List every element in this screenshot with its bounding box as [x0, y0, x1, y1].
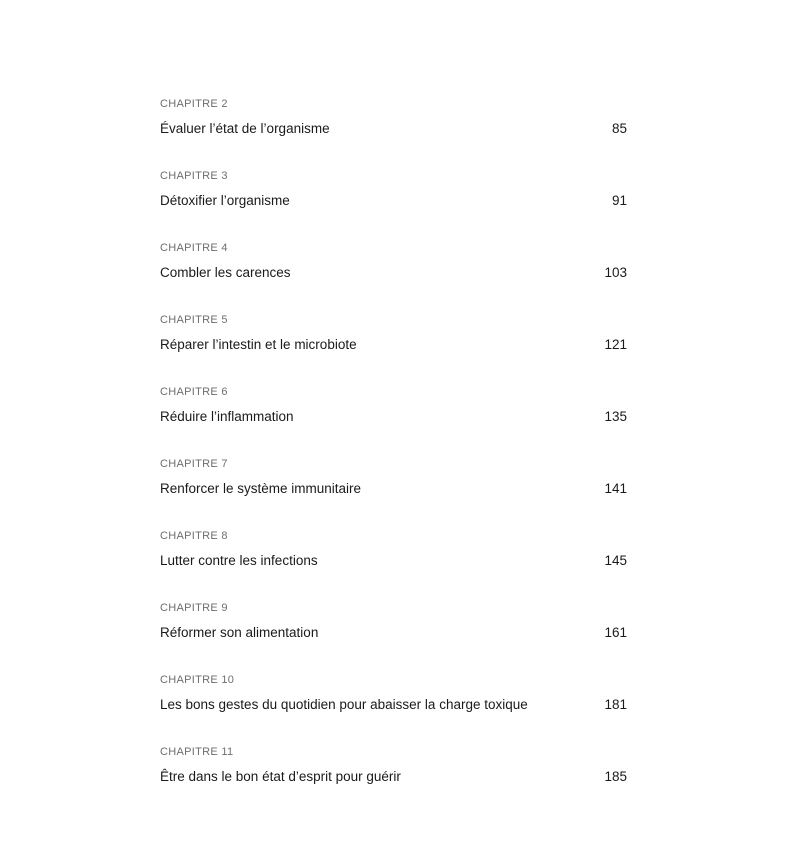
chapter-title: Détoxifier l’organisme: [160, 193, 290, 208]
toc-entry-chapter-8[interactable]: [160, 529, 627, 601]
chapter-label: CHAPITRE 8: [160, 530, 228, 542]
chapter-label: CHAPITRE 3: [160, 170, 228, 182]
chapter-label: CHAPITRE 6: [160, 386, 228, 398]
toc-entry-chapter-10[interactable]: [160, 673, 627, 745]
page-number: 135: [604, 409, 627, 424]
toc-line: [160, 120, 627, 138]
chapter-title: Évaluer l’état de l’organisme: [160, 121, 330, 136]
page-number: 145: [604, 553, 627, 568]
chapter-label: CHAPITRE 4: [160, 242, 228, 254]
page-number: 85: [611, 121, 627, 136]
toc-entry-chapter-4[interactable]: [160, 241, 627, 313]
chapter-label: CHAPITRE 9: [160, 602, 228, 614]
chapter-label: CHAPITRE 10: [160, 674, 235, 686]
toc-line: [160, 408, 627, 426]
chapter-label: CHAPITRE 2: [160, 98, 228, 110]
toc-line: [160, 696, 627, 714]
chapter-title: Les bons gestes du quotidien pour abaisser la charge toxique: [160, 697, 528, 712]
toc-line: [160, 336, 627, 354]
page-number: 181: [604, 697, 627, 712]
toc-entry-chapter-9[interactable]: [160, 601, 627, 673]
page-number: 91: [611, 193, 627, 208]
chapter-title: Réduire l’inflammation: [160, 409, 294, 424]
toc-entry-chapter-6[interactable]: [160, 385, 627, 457]
chapter-label: CHAPITRE 5: [160, 314, 228, 326]
toc-line: [160, 552, 627, 570]
toc-entry-chapter-2[interactable]: [160, 97, 627, 169]
toc-entry-chapter-3[interactable]: [160, 169, 627, 241]
toc-line: [160, 624, 627, 642]
chapter-title: Réparer l’intestin et le microbiote: [160, 337, 357, 352]
toc-entry-chapter-7[interactable]: [160, 457, 627, 529]
toc-entry-chapter-11[interactable]: [160, 745, 627, 817]
toc-line: [160, 768, 627, 786]
table-of-contents: [160, 97, 627, 817]
page-number: 121: [604, 337, 627, 352]
page-number: 141: [604, 481, 627, 496]
chapter-title: Réformer son alimentation: [160, 625, 319, 640]
page-number: 185: [604, 769, 627, 784]
toc-line: [160, 264, 627, 282]
chapter-title: Renforcer le système immunitaire: [160, 481, 362, 496]
chapter-label: CHAPITRE 7: [160, 458, 228, 470]
toc-entry-chapter-5[interactable]: [160, 313, 627, 385]
page-number: 103: [604, 265, 627, 280]
chapter-title: Être dans le bon état d’esprit pour guérir: [160, 769, 401, 784]
chapter-title: Lutter contre les infections: [160, 553, 318, 568]
chapter-label: CHAPITRE 11: [160, 746, 234, 758]
chapter-title: Combler les carences: [160, 265, 291, 280]
toc-line: [160, 480, 627, 498]
toc-line: [160, 192, 627, 210]
page-number: 161: [604, 625, 627, 640]
